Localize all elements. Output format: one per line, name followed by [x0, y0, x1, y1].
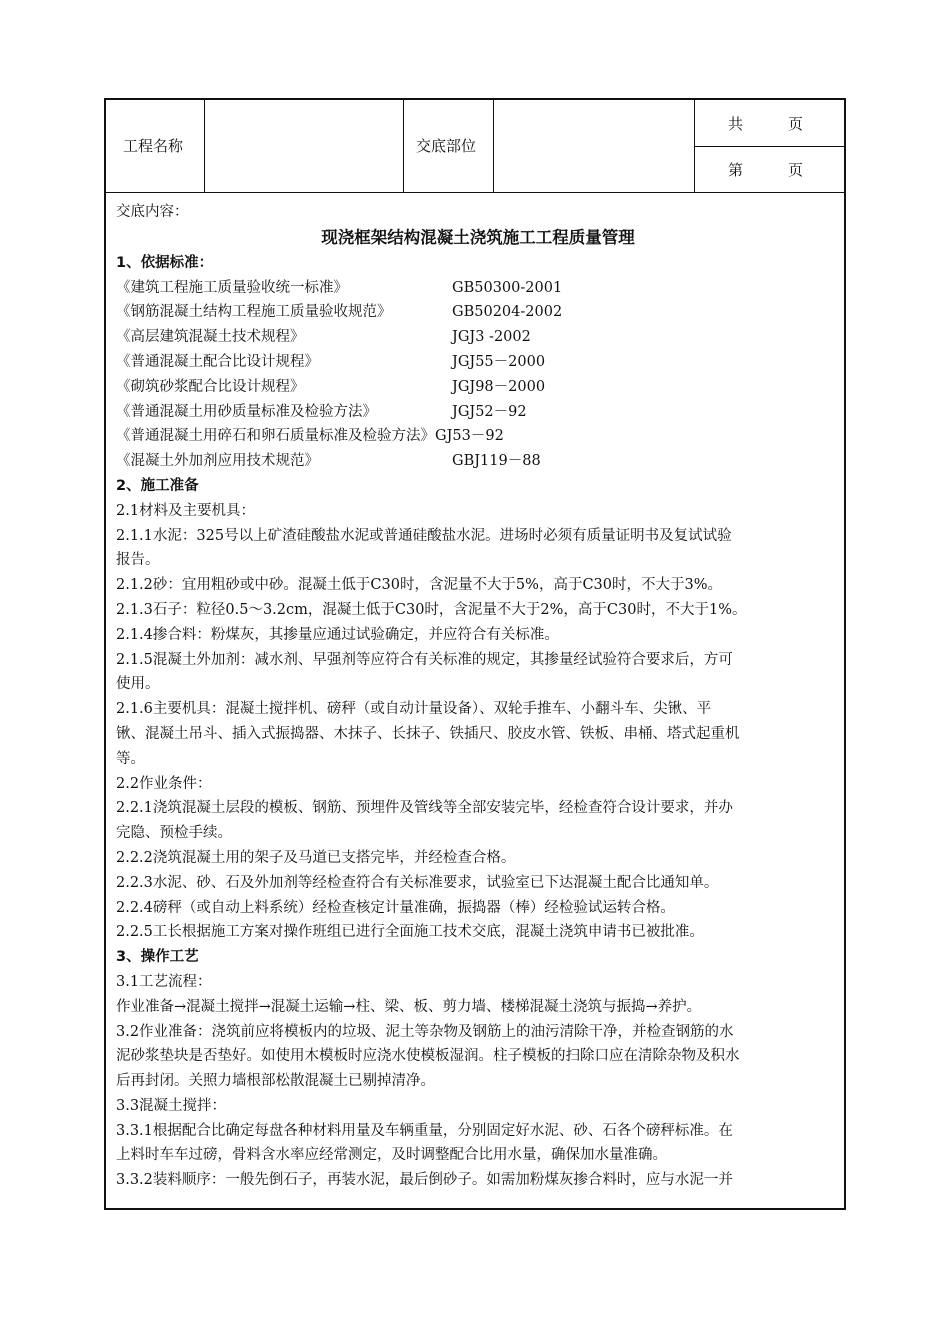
- standard-code: GBJ119－88: [452, 453, 541, 470]
- paragraph-line: 2.2.4磅秤（或自动上料系统）经检查核定计量准确，振捣器（棒）经检验试运转合格。: [116, 899, 675, 916]
- project-name-field[interactable]: [207, 100, 401, 192]
- paragraph-line: 2.2.1浇筑混凝土层段的模板、钢筋、预埋件及管线等全部安装完毕，经检查符合设计要求，并办: [116, 800, 733, 817]
- paragraph-line: 泥砂浆垫块是否垫好。如使用木模板时应浇水使模板湿润。柱子模板的扫除口应在清除杂物及积水: [116, 1048, 740, 1065]
- header-divider: [403, 100, 404, 192]
- paragraph-line: 3.1工艺流程：: [116, 973, 212, 990]
- paragraph-line: 2.1.3石子：粒径0.5～3.2cm，混凝土低于C30时，含泥量不大于2%，高于C30时，不大于1%。: [116, 601, 747, 618]
- paragraph-line: 上料时车车过磅，骨料含水率应经常测定，及时调整配合比用水量，确保加水量准确。: [116, 1147, 667, 1164]
- standard-item: [116, 276, 840, 301]
- standard-code: GB50300-2001: [452, 279, 563, 296]
- standard-name: 《普通混凝土用砂质量标准及检验方法》: [116, 403, 377, 420]
- standard-item: [116, 300, 840, 325]
- handover-part-field[interactable]: [496, 100, 692, 192]
- standard-code: JGJ52－92: [452, 403, 527, 420]
- paragraph-line: 2.2.3水泥、砂、石及外加剂等经检查符合有关标准要求，试验室已下达混凝土配合比通知单。: [116, 874, 719, 891]
- section-heading: 3、操作工艺: [116, 949, 199, 966]
- handover-part-label: 交底部位: [416, 137, 477, 155]
- paragraph-line: 报告。: [116, 552, 160, 569]
- paragraph-line: 2.1.4掺合料：粉煤灰，其掺量应通过试验确定，并应符合有关标准。: [116, 626, 559, 643]
- standard-code: JGJ98－2000: [452, 378, 546, 395]
- paragraph-line: 2.1.6主要机具：混凝土搅拌机、磅秤（或自动计量设备）、双轮手推车、小翻斗车、尖锹、平: [116, 701, 712, 718]
- paragraph-line: 2.1.2砂：宜用粗砂或中砂。混凝土低于C30时，含泥量不大于5%，高于C30时，不大于3%。: [116, 577, 722, 594]
- standard-name: 《砌筑砂浆配合比设计规程》: [116, 378, 305, 395]
- paragraph-line: 锹、混凝土吊斗、插入式振捣器、木抹子、长抹子、铁插尺、胶皮水管、铁板、串桶、塔式起重机: [116, 725, 740, 742]
- paragraph-line: 3.3.2装料顺序：一般先倒石子，再装水泥，最后倒砂子。如需加粉煤灰掺合料时，应与水泥一并: [116, 1172, 733, 1189]
- header-divider: [204, 100, 205, 192]
- header-divider: [694, 146, 844, 147]
- standard-item: [116, 375, 840, 400]
- paragraph-line: 2.2作业条件：: [116, 775, 212, 792]
- paragraph-line: 等。: [116, 750, 145, 767]
- section-heading: 2、施工准备: [116, 477, 199, 494]
- paragraph-line: 2.1.1水泥：325号以上矿渣硅酸盐水泥或普通硅酸盐水泥。进场时必须有质量证明书及复试试验: [116, 527, 732, 544]
- paragraph-line: 完隐、预检手续。: [116, 825, 232, 842]
- standard-item: [116, 325, 840, 350]
- process-flow: 作业准备→混凝土搅拌→混凝土运输→柱、梁、板、剪力墙、楼梯混凝土浇筑与振捣→养护。: [116, 998, 702, 1015]
- standard-code: GJ53－92: [435, 428, 504, 445]
- paragraph-line: 3.3混凝土搅拌：: [116, 1097, 227, 1114]
- standard-name: 《混凝土外加剂应用技术规范》: [116, 453, 319, 470]
- paragraph-line: 3.2作业准备：浇筑前应将模板内的垃圾、泥土等杂物及钢筋上的油污清除干净，并检查钢筋的水: [116, 1023, 734, 1040]
- standard-name: 《普通混凝土配合比设计规程》: [116, 353, 319, 370]
- header-table: [106, 100, 844, 193]
- standard-name: 《高层建筑混凝土技术规程》: [116, 329, 305, 346]
- standard-item: [116, 350, 840, 375]
- paragraph-line: 3.3.1根据配合比确定每盘各种材料用量及车辆重量，分别固定好水泥、砂、石各个磅秤标准。在: [116, 1122, 733, 1139]
- paragraph-line: 2.1.5混凝土外加剂：减水剂、早强剂等应符合有关标准的规定，其掺量经试验符合要求后，方可: [116, 651, 733, 668]
- header-divider: [493, 100, 494, 192]
- paragraph-line: 使用。: [116, 676, 160, 693]
- standard-code: JGJ3 -2002: [452, 329, 531, 346]
- standard-item: [116, 449, 840, 474]
- page-number-label: 第 页: [728, 161, 804, 179]
- standard-name: 《建筑工程施工质量验收统一标准》: [116, 279, 348, 296]
- standard-item: [116, 424, 840, 449]
- document-title: 现浇框架结构混凝土浇筑施工工程质量管理: [321, 227, 635, 247]
- project-name-label: 工程名称: [123, 137, 184, 155]
- standard-code: JGJ55－2000: [452, 353, 546, 370]
- section-heading: 1、依据标准：: [116, 254, 214, 271]
- paragraph-line: 2.2.5工长根据施工方案对操作班组已进行全面施工技术交底，混凝土浇筑申请书已被批准。: [116, 924, 704, 941]
- standard-name: 《钢筋混凝土结构工程施工质量验收规范》: [116, 304, 392, 321]
- content-label: 交底内容：: [116, 204, 189, 220]
- standard-code: GB50204-2002: [452, 304, 563, 321]
- paragraph-line: 2.1材料及主要机具：: [116, 502, 256, 519]
- paragraph-line: 2.2.2浇筑混凝土用的架子及马道已支搭完毕，并经检查合格。: [116, 849, 516, 866]
- handover-content: [116, 200, 840, 1193]
- handover-sheet: [104, 98, 846, 1210]
- standard-item: [116, 400, 840, 425]
- paragraph-line: 后再封闭。关照力墙根部松散混凝土已剔掉清净。: [116, 1073, 435, 1090]
- total-pages-label: 共 页: [728, 115, 804, 133]
- standard-name: 《普通混凝土用碎石和卵石质量标准及检验方法》: [116, 428, 435, 445]
